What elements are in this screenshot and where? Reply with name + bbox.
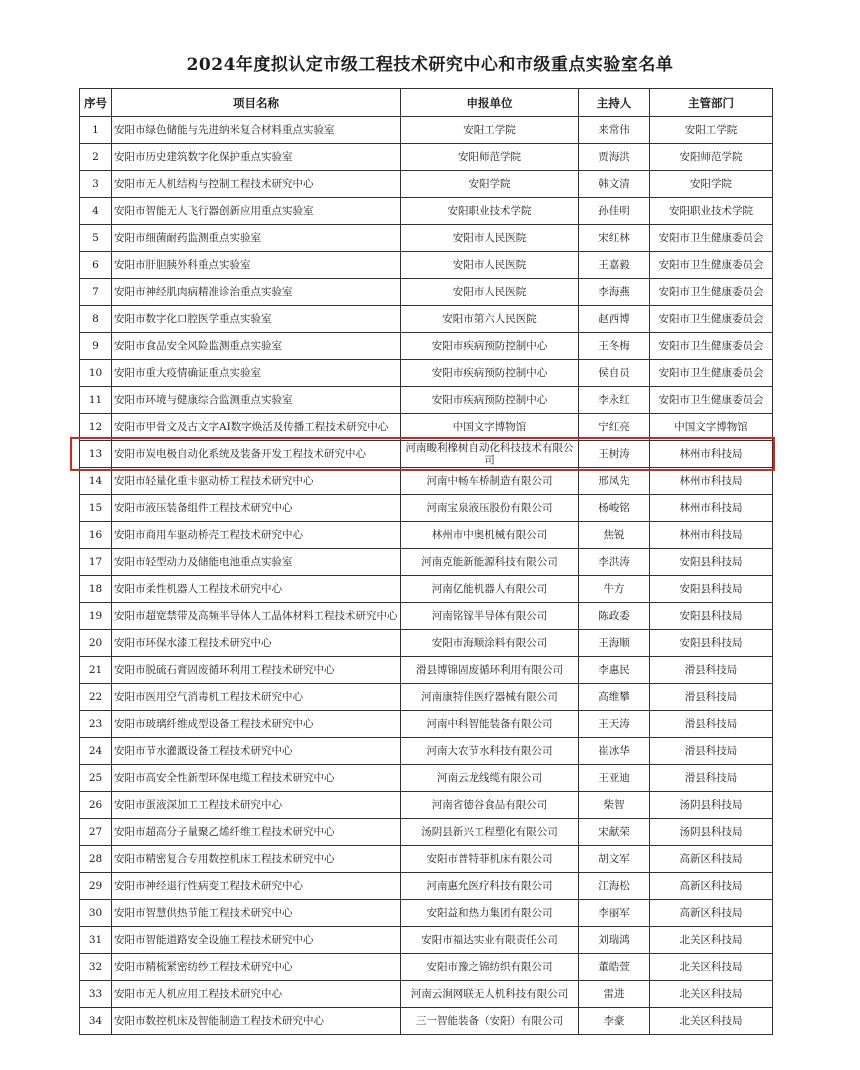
cell-department: 林州市科技局 [650,441,773,468]
cell-project-name: 安阳市重大疫情确证重点实验室 [112,360,401,387]
cell-project-name: 安阳市细菌耐药监测重点实验室 [112,225,401,252]
table-row [80,225,773,252]
cell-index: 33 [80,981,112,1008]
cell-index: 16 [80,522,112,549]
cell-applicant-unit: 安阳市人民医院 [401,252,579,279]
cell-project-name: 安阳市脱硫石膏固废循环利用工程技术研究中心 [112,657,401,684]
cell-project-name: 安阳市无人机应用工程技术研究中心 [112,981,401,1008]
header-principal: 主持人 [579,89,650,117]
cell-index: 17 [80,549,112,576]
cell-principal: 邢凤先 [579,468,650,495]
cell-principal: 高维攀 [579,684,650,711]
cell-department: 北关区科技局 [650,927,773,954]
cell-principal: 柴智 [579,792,650,819]
cell-department: 安阳师范学院 [650,144,773,171]
cell-index: 18 [80,576,112,603]
cell-applicant-unit: 安阳市疾病预防控制中心 [401,333,579,360]
cell-department: 安阳市卫生健康委员会 [650,225,773,252]
cell-department: 安阳县科技局 [650,549,773,576]
cell-applicant-unit: 安阳市普特菲机床有限公司 [401,846,579,873]
table-row [80,279,773,306]
cell-project-name: 安阳市炭电极自动化系统及装备开发工程技术研究中心 [112,441,401,468]
cell-project-name: 安阳市智能道路安全设施工程技术研究中心 [112,927,401,954]
cell-applicant-unit: 汤阴县新兴工程塑化有限公司 [401,819,579,846]
cell-applicant-unit: 安阳市人民医院 [401,225,579,252]
cell-department: 安阳工学院 [650,117,773,144]
table-row [80,333,773,360]
cell-project-name: 安阳市玻璃纤维成型设备工程技术研究中心 [112,711,401,738]
cell-index: 25 [80,765,112,792]
cell-principal: 宋红林 [579,225,650,252]
cell-principal: 王海顺 [579,630,650,657]
table-row [80,657,773,684]
cell-index: 9 [80,333,112,360]
cell-applicant-unit: 河南宝泉液压股份有限公司 [401,495,579,522]
cell-project-name: 安阳市医用空气消毒机工程技术研究中心 [112,684,401,711]
cell-index: 5 [80,225,112,252]
cell-project-name: 安阳市轻量化重卡驱动桥工程技术研究中心 [112,468,401,495]
cell-department: 汤阴县科技局 [650,819,773,846]
table-body [80,117,773,1035]
cell-applicant-unit: 河南畯利橡树自动化科技技术有限公司 [401,441,579,468]
cell-applicant-unit: 河南云涧网联无人机科技有限公司 [401,981,579,1008]
table-row [80,900,773,927]
cell-principal: 李洪涛 [579,549,650,576]
cell-applicant-unit: 安阳市豫之锦纺织有限公司 [401,954,579,981]
cell-department: 中国文字博物馆 [650,414,773,441]
table-row [80,873,773,900]
table-row [80,684,773,711]
cell-department: 滑县科技局 [650,711,773,738]
cell-principal: 雷进 [579,981,650,1008]
cell-principal: 来常伟 [579,117,650,144]
cell-department: 安阳市卫生健康委员会 [650,252,773,279]
document-title: 2024年度拟认定市级工程技术研究中心和市级重点实验室名单 [186,55,674,75]
table-row [80,576,773,603]
cell-index: 15 [80,495,112,522]
cell-index: 27 [80,819,112,846]
cell-department: 高新区科技局 [650,873,773,900]
table-row [80,549,773,576]
cell-index: 10 [80,360,112,387]
cell-principal: 韩文清 [579,171,650,198]
cell-index: 13 [80,441,112,468]
table-row [80,603,773,630]
cell-principal: 李丽军 [579,900,650,927]
cell-principal: 侯自员 [579,360,650,387]
cell-index: 7 [80,279,112,306]
cell-department: 安阳职业技术学院 [650,198,773,225]
table-row [80,468,773,495]
cell-applicant-unit: 林州市中奥机械有限公司 [401,522,579,549]
table-row [80,792,773,819]
cell-project-name: 安阳市商用车驱动桥壳工程技术研究中心 [112,522,401,549]
cell-applicant-unit: 安阳市疾病预防控制中心 [401,387,579,414]
cell-principal: 江海松 [579,873,650,900]
cell-index: 24 [80,738,112,765]
cell-principal: 李永红 [579,387,650,414]
cell-applicant-unit: 安阳师范学院 [401,144,579,171]
cell-department: 安阳市卫生健康委员会 [650,279,773,306]
cell-applicant-unit: 河南中科智能装备有限公司 [401,711,579,738]
cell-applicant-unit: 河南康特佳医疗器械有限公司 [401,684,579,711]
cell-index: 23 [80,711,112,738]
table-row [80,117,773,144]
table-row [80,738,773,765]
cell-department: 安阳县科技局 [650,630,773,657]
cell-principal: 王冬梅 [579,333,650,360]
cell-department: 滑县科技局 [650,738,773,765]
cell-index: 1 [80,117,112,144]
table-row [80,495,773,522]
cell-applicant-unit: 河南省德谷食品有限公司 [401,792,579,819]
cell-applicant-unit: 河南克能新能源科技有限公司 [401,549,579,576]
cell-applicant-unit: 安阳市第六人民医院 [401,306,579,333]
table-row [80,765,773,792]
cell-department: 安阳县科技局 [650,576,773,603]
cell-principal: 崔冰华 [579,738,650,765]
cell-applicant-unit: 安阳市福达实业有限责任公司 [401,927,579,954]
cell-index: 11 [80,387,112,414]
cell-department: 滑县科技局 [650,657,773,684]
header-department: 主管部门 [650,89,773,117]
cell-index: 32 [80,954,112,981]
cell-project-name: 安阳市甲骨文及古文字AI数字焕活及传播工程技术研究中心 [112,414,401,441]
table-row [80,171,773,198]
cell-principal: 李海燕 [579,279,650,306]
cell-index: 28 [80,846,112,873]
table-row [80,1008,773,1035]
cell-applicant-unit: 中国文字博物馆 [401,414,579,441]
highlight-box [70,437,775,471]
cell-applicant-unit: 河南铭镓半导体有限公司 [401,603,579,630]
cell-index: 19 [80,603,112,630]
cell-project-name: 安阳市精梳紧密纺纱工程技术研究中心 [112,954,401,981]
cell-department: 北关区科技局 [650,954,773,981]
cell-department: 安阳县科技局 [650,603,773,630]
cell-principal: 贾海洪 [579,144,650,171]
cell-applicant-unit: 河南亿能机器人有限公司 [401,576,579,603]
cell-principal: 孙佳明 [579,198,650,225]
cell-index: 6 [80,252,112,279]
table-row [80,927,773,954]
table-row [80,846,773,873]
cell-department: 安阳学院 [650,171,773,198]
cell-applicant-unit: 河南大农节水科技有限公司 [401,738,579,765]
cell-project-name: 安阳市精密复合专用数控机床工程技术研究中心 [112,846,401,873]
cell-index: 8 [80,306,112,333]
cell-project-name: 安阳市蛋液深加工工程技术研究中心 [112,792,401,819]
cell-project-name: 安阳市无人机结构与控制工程技术研究中心 [112,171,401,198]
cell-project-name: 安阳市环境与健康综合监测重点实验室 [112,387,401,414]
cell-principal: 王天涛 [579,711,650,738]
cell-applicant-unit: 滑县博锦固废循环利用有限公司 [401,657,579,684]
table-row [80,306,773,333]
cell-principal: 宋献荣 [579,819,650,846]
cell-department: 高新区科技局 [650,900,773,927]
cell-principal: 李惠民 [579,657,650,684]
cell-applicant-unit: 河南中畅车桥制造有限公司 [401,468,579,495]
cell-project-name: 安阳市智能无人飞行器创新应用重点实验室 [112,198,401,225]
cell-project-name: 安阳市液压装备组件工程技术研究中心 [112,495,401,522]
cell-index: 22 [80,684,112,711]
cell-applicant-unit: 安阳益和热力集团有限公司 [401,900,579,927]
cell-principal: 焦锐 [579,522,650,549]
cell-department: 安阳市卫生健康委员会 [650,387,773,414]
cell-department: 林州市科技局 [650,468,773,495]
cell-index: 4 [80,198,112,225]
cell-department: 安阳市卫生健康委员会 [650,360,773,387]
cell-department: 安阳市卫生健康委员会 [650,333,773,360]
cell-principal: 王树涛 [579,441,650,468]
cell-principal: 陈政委 [579,603,650,630]
cell-index: 2 [80,144,112,171]
table-row [80,954,773,981]
table-row [80,981,773,1008]
cell-applicant-unit: 安阳市疾病预防控制中心 [401,360,579,387]
cell-project-name: 安阳市绿色储能与先进纳米复合材料重点实验室 [112,117,401,144]
cell-index: 26 [80,792,112,819]
header-project-name: 项目名称 [112,89,401,117]
cell-department: 林州市科技局 [650,522,773,549]
cell-applicant-unit: 安阳市海顺涂料有限公司 [401,630,579,657]
cell-principal: 李豪 [579,1008,650,1035]
cell-index: 20 [80,630,112,657]
cell-department: 滑县科技局 [650,765,773,792]
roster-table [79,88,773,1035]
cell-project-name: 安阳市高安全性新型环保电缆工程技术研究中心 [112,765,401,792]
cell-principal: 赵西博 [579,306,650,333]
cell-department: 高新区科技局 [650,846,773,873]
cell-index: 34 [80,1008,112,1035]
cell-applicant-unit: 安阳工学院 [401,117,579,144]
cell-department: 滑县科技局 [650,684,773,711]
cell-index: 3 [80,171,112,198]
cell-principal: 刘瑞鸿 [579,927,650,954]
table-row [80,360,773,387]
cell-project-name: 安阳市神经退行性病变工程技术研究中心 [112,873,401,900]
table-row [80,144,773,171]
cell-department: 安阳市卫生健康委员会 [650,306,773,333]
cell-index: 31 [80,927,112,954]
table-header-row [80,89,773,117]
cell-principal: 胡文军 [579,846,650,873]
cell-department: 北关区科技局 [650,1008,773,1035]
cell-applicant-unit: 河南惠允医疗科技有限公司 [401,873,579,900]
cell-index: 29 [80,873,112,900]
cell-department: 汤阴县科技局 [650,792,773,819]
cell-project-name: 安阳市食品安全风险监测重点实验室 [112,333,401,360]
header-applicant-unit: 申报单位 [401,89,579,117]
table-row [80,711,773,738]
cell-project-name: 安阳市柔性机器人工程技术研究中心 [112,576,401,603]
cell-project-name: 安阳市智慧供热节能工程技术研究中心 [112,900,401,927]
table-row [80,387,773,414]
table-row [80,252,773,279]
cell-principal: 杨峻铭 [579,495,650,522]
cell-project-name: 安阳市轻型动力及储能电池重点实验室 [112,549,401,576]
cell-project-name: 安阳市超高分子量聚乙烯纤维工程技术研究中心 [112,819,401,846]
cell-project-name: 安阳市环保水漆工程技术研究中心 [112,630,401,657]
cell-applicant-unit: 三一智能装备（安阳）有限公司 [401,1008,579,1035]
cell-project-name: 安阳市数控机床及智能制造工程技术研究中心 [112,1008,401,1035]
cell-department: 林州市科技局 [650,495,773,522]
table-row [80,630,773,657]
cell-project-name: 安阳市肝胆胰外科重点实验室 [112,252,401,279]
cell-project-name: 安阳市数字化口腔医学重点实验室 [112,306,401,333]
cell-project-name: 安阳市超宽禁带及高频半导体人工晶体材料工程技术研究中心 [112,603,401,630]
cell-principal: 王嘉毅 [579,252,650,279]
cell-principal: 董皓萱 [579,954,650,981]
cell-index: 14 [80,468,112,495]
cell-applicant-unit: 安阳市人民医院 [401,279,579,306]
cell-index: 12 [80,414,112,441]
cell-principal: 宁红亮 [579,414,650,441]
cell-department: 北关区科技局 [650,981,773,1008]
header-index: 序号 [80,89,112,117]
table-row [80,522,773,549]
cell-applicant-unit: 安阳学院 [401,171,579,198]
cell-project-name: 安阳市神经肌肉病精准诊治重点实验室 [112,279,401,306]
cell-applicant-unit: 安阳职业技术学院 [401,198,579,225]
cell-project-name: 安阳市节水灌溉设备工程技术研究中心 [112,738,401,765]
cell-principal: 牛方 [579,576,650,603]
cell-principal: 王亚迪 [579,765,650,792]
cell-project-name: 安阳市历史建筑数字化保护重点实验室 [112,144,401,171]
table-row [80,198,773,225]
cell-index: 21 [80,657,112,684]
table-row [80,819,773,846]
cell-applicant-unit: 河南云龙线缆有限公司 [401,765,579,792]
cell-index: 30 [80,900,112,927]
